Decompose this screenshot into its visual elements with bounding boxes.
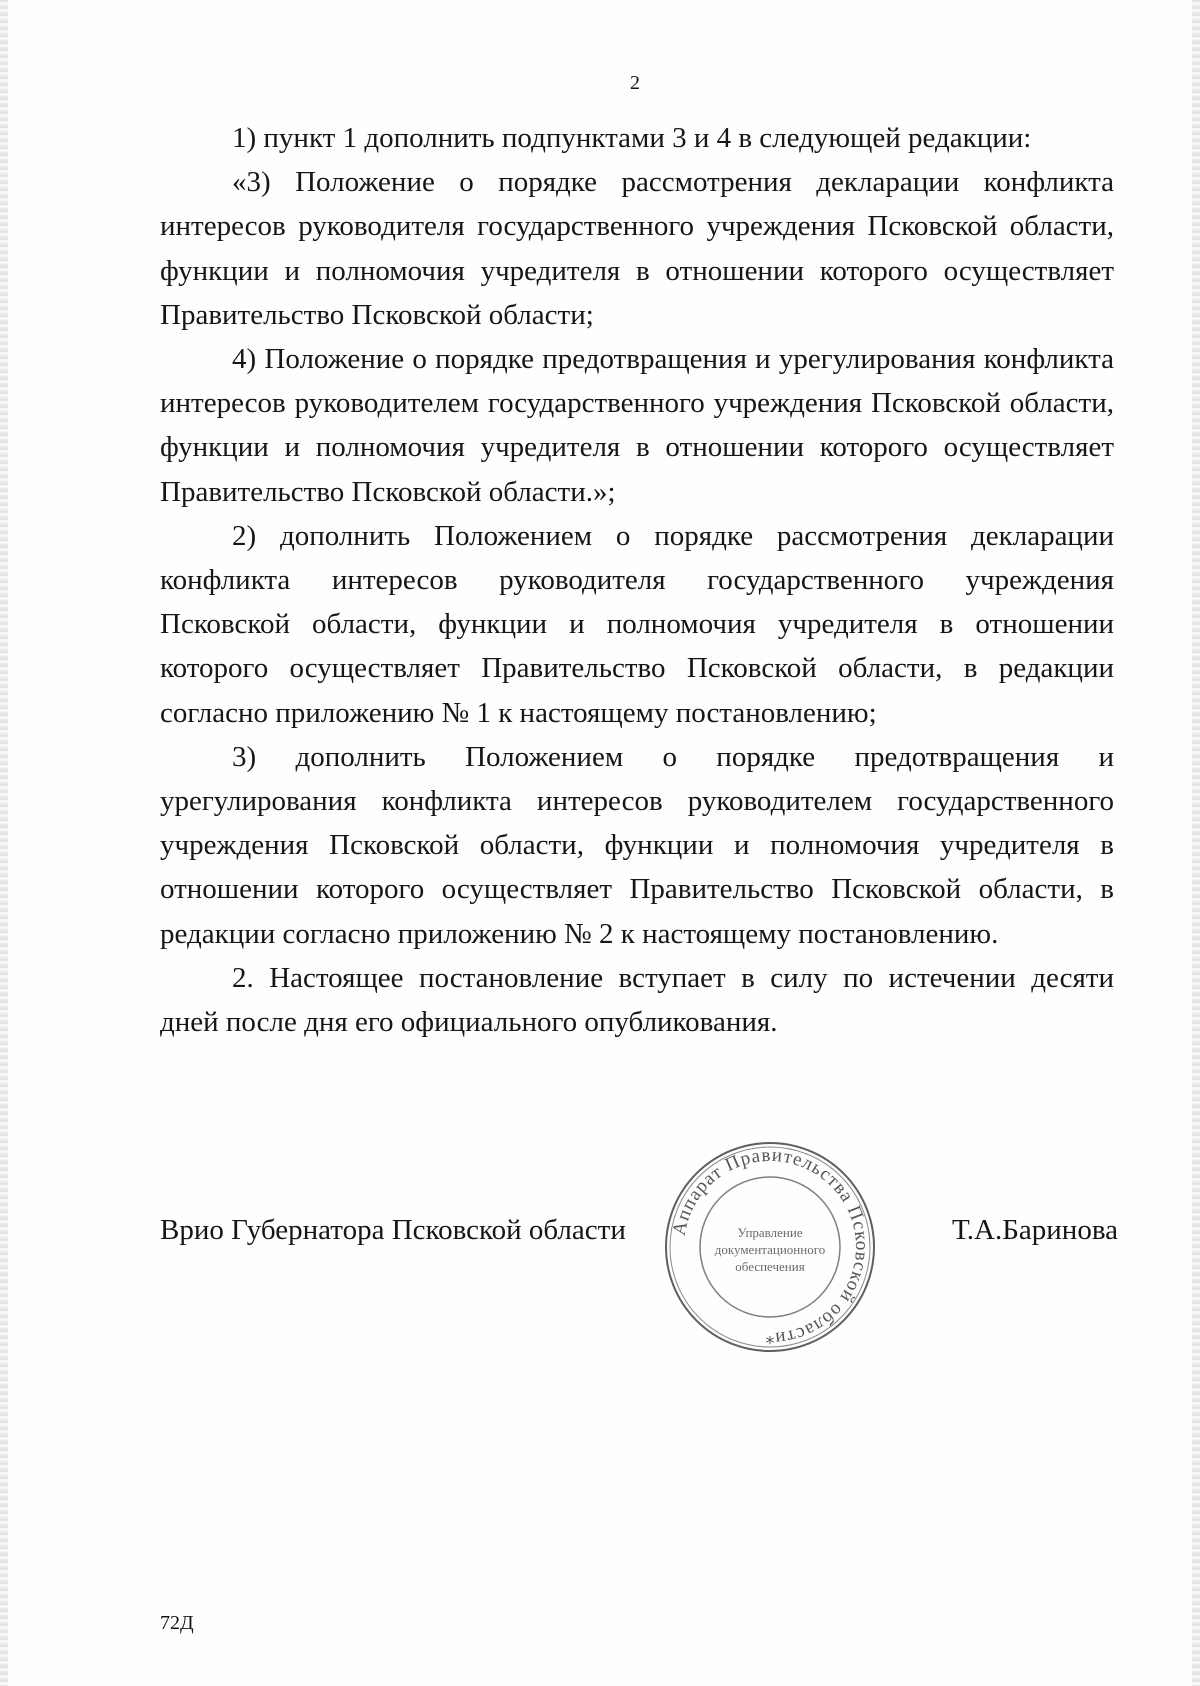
stamp-center-line-2: документационного bbox=[714, 1242, 826, 1257]
paragraph-3: 4) Положение о порядке предотвращения и урегулирования конфликта интересов руководителем государственного учреждения Псковской области, функции и полномочия учредителя в отношении которого осуществляет Правительство Псковской области.»; bbox=[160, 343, 1114, 508]
paragraph-5: 3) дополнить Положением о порядке предотвращения и урегулирования конфликта интересов руководителем государственного учреждения Псковской области, функции и полномочия учредителя в отношении которого осуществляет Правительство Псковской области, в редакции согласно приложению № 2 к настоящему постановлению. bbox=[160, 740, 1114, 950]
paragraph-2: «3) Положение о порядке рассмотрения декларации конфликта интересов руководителя государственного учреждения Псковской области, функции и полномочия учредителя в отношении которого осуществляет Правительство Псковской области; bbox=[160, 166, 1114, 331]
signer-name: Т.А.Баринова bbox=[952, 1214, 1118, 1246]
stamp-ring-text: Аппарат Правительства Псковской области bbox=[668, 1144, 873, 1350]
page-number: 2 bbox=[630, 72, 640, 94]
paragraph-4: 2) дополнить Положением о порядке рассмотрения декларации конфликта интересов руководителя государственного учреждения Псковской области, функции и полномочия учредителя в отношении которого осуществляет Правительство Псковской области, в редакции согласно приложению № 1 к настоящему постановлению; bbox=[160, 519, 1114, 729]
stamp-center-line-1: Управление bbox=[737, 1225, 803, 1240]
paragraph-1: 1) пункт 1 дополнить подпунктами 3 и 4 в следующей редакции: bbox=[232, 122, 1032, 154]
signer-title: Врио Губернатора Псковской области bbox=[160, 1214, 626, 1246]
scan-edge-right bbox=[1192, 0, 1200, 1686]
stamp-star-icon: * bbox=[765, 1333, 775, 1354]
footer-code: 72Д bbox=[160, 1612, 194, 1634]
paragraph-6: 2. Настоящее постановление вступает в силу по истечении десяти дней после дня его официального опубликования. bbox=[160, 961, 1114, 1039]
signature-block bbox=[160, 1214, 1118, 1258]
document-body bbox=[160, 116, 1114, 1044]
official-stamp bbox=[660, 1137, 880, 1357]
scan-edge-left bbox=[0, 0, 8, 1686]
stamp-center-line-3: обеспечения bbox=[735, 1259, 805, 1274]
